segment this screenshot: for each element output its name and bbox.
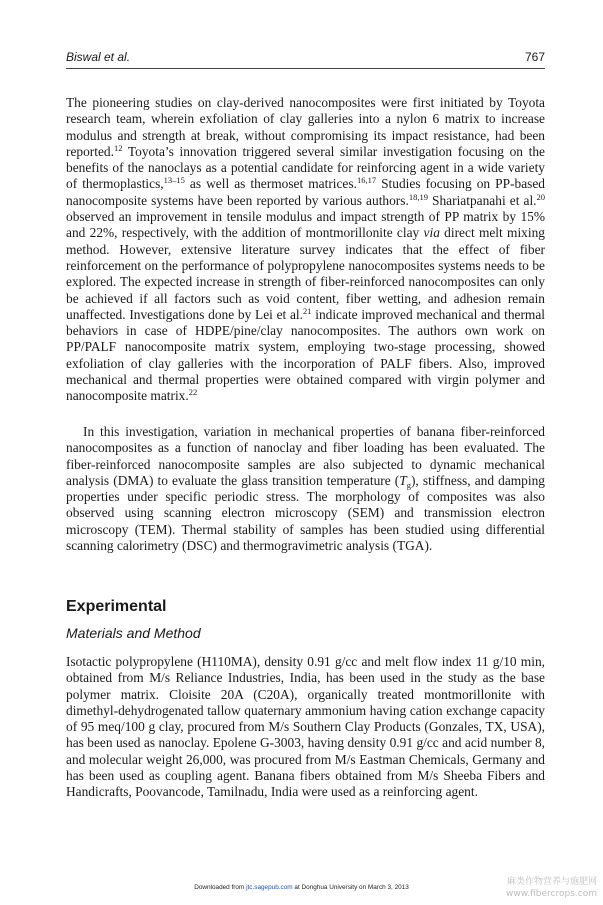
citation-ref: 22 [188,387,198,398]
italic-term: via [423,225,440,241]
intro-paragraph-1 [66,95,545,405]
section-heading: Experimental [66,598,167,615]
header-rule [66,68,545,69]
watermark-line-2: www.fibercrops.com [506,889,597,899]
citation-ref: 18,19 [408,191,428,202]
text-segment: direct melt mixing method. However, extensive literature survey indicates that the effect of fiber reinforcement on the performance of polypropylene nanocomposites systems needs to be explored. The expected increase in strength of fiber-reinforced nanocomposites can only be achieved if all factors such as void content, fiber wetting, and adhesion remain unaffected. Investigations done by Lei et al. [66,225,545,322]
subsection-heading: Materials and Method [66,625,201,641]
running-head [66,50,545,64]
text-segment: Studies focusing on PP-based nanocomposite systems have been reported by various authors. [66,176,545,208]
page-number: 767 [524,50,545,64]
text-segment: The pioneering studies on clay-derived nanocomposites were first initiated by Toyota research team, wherein exfoliation of clay galleries into a nylon 6 matrix to increase modulus and strength at break, without compromising its impact resistance, had been reported. [66,95,545,159]
intro-paragraph-2 [66,424,545,554]
citation-ref: 12 [113,142,123,153]
citation-ref: 13–15 [163,175,185,186]
text-segment: Toyota’s innovation triggered several similar investigation focusing on the benefits of the nanoclays as a potential candidate for reinforcing agent in a wide variety of thermoplastics, [66,143,545,192]
text-segment: observed an improvement in tensile modulus and impact strength of PP matrix by 15% and 22%, respectively, with the addition of montmorillonite clay [66,209,545,241]
footer-suffix: at Donghua University on March 3, 2013 [292,884,409,891]
watermark [477,876,597,900]
footer-prefix: Downloaded from [194,884,247,891]
footer-link[interactable]: jtc.sagepub.com [246,884,293,891]
tg-symbol: T [399,472,407,488]
running-head-authors: Biswal et al. [66,50,131,64]
text-segment: as well as thermoset matrices. [184,176,357,192]
citation-ref: 21 [303,305,312,316]
text-segment: Shariatpanahi et al. [427,192,537,208]
tg-subscript: g [406,479,411,490]
text-segment: ), stiffness, and damping properties under specific periodic stress. The morphology of composites was also observed using scanning electron microscopy (SEM) and transmission electron microscopy (TEM). Thermal stability of samples has been studied using differential scanning calorimetry (DSC) and thermogravimetric analysis (TGA). [66,472,545,554]
text-segment: indicate improved mechanical and thermal behaviors in case of HDPE/pine/clay nanocomposites. The authors own work on PP/PALF nanocomposite matrix system, employing two-stage processing, showed exfoliation of clay galleries with the incorporation of PALF fibers. Also, improved mechanical and thermal properties were obtained compared with virgin polymer and nanocomposite matrix. [66,306,545,404]
citation-ref: 20 [536,191,546,202]
watermark-line-1: 麻类作物营养与施肥网 [506,877,597,887]
materials-paragraph: Isotactic polypropylene (H110MA), density 0.91 g/cc and melt flow index 11 g/10 min, obtained from M/s Reliance Industries, India, has been used in the study as the base polymer matrix. Cloisite 20A (C20A), organically treated montmorillonite with dimethyl-dehydrogenated tallow quaternary ammonium having cation exchange capacity of 95 meq/100 g clay, procured from M/s Southern Clay Products (Gonzales, TX, USA), has been used as nanoclay. Epolene G-3003, having density 0.91 g/cc and acid number 8, and molecular weight 26,000, was procured from M/s Eastman Chemicals, Germany and has been used as coupling agent. Banana fibers obtained from M/s Sheeba Fibers and Handicrafts, Poovancode, Tamilnadu, India were used as a reinforcing agent. [66,654,545,800]
text-segment: In this investigation, variation in mechanical properties of banana fiber-reinforced nanocomposites as a function of nanoclay and fiber loading has been evaluated. The fiber-reinforced nanocomposite samples are also subjected to dynamic mechanical analysis (DMA) to evaluate the glass transition temperature ( [66,424,545,488]
citation-ref: 16,17 [356,175,377,186]
